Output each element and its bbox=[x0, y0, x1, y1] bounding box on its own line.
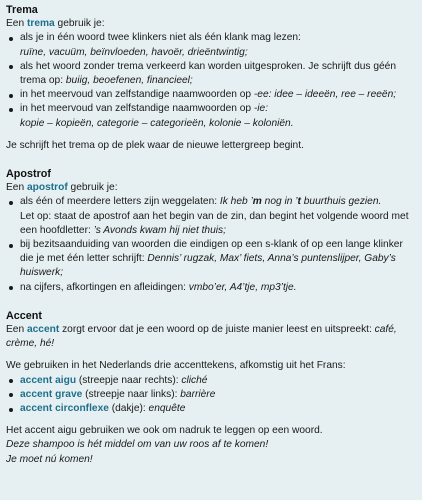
keyword-accent-aigu: accent aigu bbox=[20, 374, 77, 386]
trema-note: Je schrijft het trema op de plek waar de nieuwe lettergreep begint. bbox=[6, 139, 304, 151]
intro-text: Een bbox=[6, 182, 27, 194]
accent-para: We gebruiken in het Nederlands drie accenttekens, afkomstig uit het Frans: bbox=[6, 360, 346, 372]
heading-accent: Accent bbox=[6, 309, 43, 322]
item-example: enquête bbox=[148, 403, 186, 415]
accent-emphasis: Het accent aigu gebruiken we ook om nadruk te leggen op een woord. bbox=[6, 425, 323, 437]
intro-text: Een bbox=[6, 18, 27, 30]
list-item bbox=[6, 402, 416, 416]
keyword-accent-grave: accent grave bbox=[20, 388, 83, 400]
item-text: als het woord zonder trema verkeerd kan worden uitgesproken. Je schrijft dus géén trema op: bbox=[20, 60, 397, 87]
intro-text: Een bbox=[6, 324, 27, 336]
list-item bbox=[6, 281, 416, 295]
accent-example-2: Je moet nú komen! bbox=[6, 453, 93, 465]
item-example: Ik heb ’ bbox=[219, 196, 253, 208]
item-text: (streepje naar rechts): bbox=[76, 374, 182, 386]
heading-trema: Trema bbox=[6, 4, 38, 16]
item-example: buiig, beoefenen, financieel; bbox=[65, 75, 193, 87]
item-example: barrière bbox=[180, 388, 216, 400]
item-suffix: -ie: bbox=[253, 103, 269, 115]
item-example: kopie – kopieën, categorie – categorieën, kolonie – koloniën. bbox=[20, 117, 294, 129]
list-item bbox=[6, 102, 416, 130]
accent-list bbox=[6, 374, 416, 417]
keyword-apostrof: apostrof bbox=[26, 182, 68, 194]
item-text: als één of meerdere letters zijn weggelaten: bbox=[20, 196, 220, 208]
list-item bbox=[6, 388, 416, 402]
item-example: ’s Avonds kwam hij niet thuis; bbox=[93, 224, 226, 236]
intro-text: gebruik je: bbox=[67, 182, 118, 194]
item-example: nog in ’ bbox=[261, 196, 298, 208]
item-text: (streepje naar links): bbox=[82, 388, 181, 400]
item-text: (dakje): bbox=[108, 403, 149, 415]
heading-apostrof: Apostrof bbox=[6, 168, 51, 181]
apostrof-intro bbox=[6, 181, 416, 195]
keyword-trema: trema bbox=[26, 18, 55, 30]
item-text: na cijfers, afkortingen en afleidingen: bbox=[20, 281, 189, 293]
apostrof-list bbox=[6, 195, 416, 294]
item-example: -ee: idee – ideeën, ree – reeën; bbox=[253, 89, 397, 101]
list-item bbox=[6, 88, 416, 102]
intro-example: café, crème, hé! bbox=[6, 324, 397, 350]
item-example: ruïne, vacuüm, beïnvloeden, havoër, drieëntwintig; bbox=[20, 46, 248, 58]
trema-intro bbox=[6, 17, 416, 31]
item-text: als je in één woord twee klinkers niet als één klank mag lezen: bbox=[20, 32, 301, 44]
item-example: buurthuis gezien. bbox=[300, 196, 382, 208]
list-item bbox=[6, 238, 416, 281]
item-example: vmbo’er, A4’tje, mp3’tje. bbox=[188, 281, 297, 293]
intro-text: zorgt ervoor dat je een woord op de juiste manier leest en uitspreekt: bbox=[59, 324, 375, 336]
item-example-bold: m bbox=[252, 196, 262, 208]
intro-text: gebruik je: bbox=[54, 18, 105, 30]
item-note: Let op: staat de apostrof aan het begin van de zin, dan begint het volgende woord met een hoofdletter: bbox=[20, 210, 409, 236]
list-item bbox=[6, 60, 416, 88]
list-item bbox=[6, 374, 416, 388]
list-item bbox=[6, 195, 416, 238]
item-example: cliché bbox=[181, 374, 208, 386]
keyword-accent: accent bbox=[26, 324, 60, 336]
item-text: in het meervoud van zelfstandige naamwoorden op bbox=[20, 103, 254, 115]
item-example-bold: t bbox=[297, 196, 301, 208]
trema-list bbox=[6, 31, 416, 130]
item-example: Dennis’ rugzak, Max’ fiets, Anna’s puntenslijper, Gaby’s huiswerk; bbox=[20, 253, 396, 279]
item-text: in het meervoud van zelfstandige naamwoorden op bbox=[20, 89, 254, 101]
keyword-accent-circonflexe: accent circonflexe bbox=[20, 403, 109, 415]
accent-intro bbox=[6, 323, 416, 351]
accent-example-1: Deze shampoo is hét middel om van uw roos af te komen! bbox=[6, 439, 269, 451]
item-text: bij bezitsaanduiding van woorden die eindigen op een s-klank of op een lange klinker die je met één letter schrijft: bbox=[20, 239, 403, 265]
list-item bbox=[6, 31, 416, 59]
